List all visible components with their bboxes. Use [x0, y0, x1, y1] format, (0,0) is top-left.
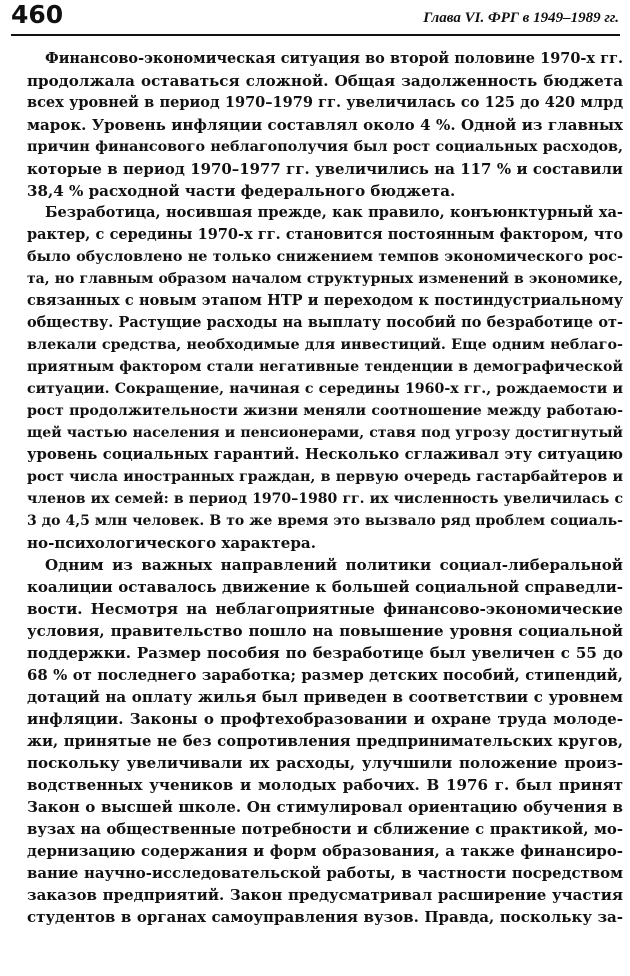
text-line: поскольку увеличивали их расходы, улучшили положение произ-: [27, 754, 623, 772]
text-line: причин финансового неблагополучия был рост социальных расходов,: [27, 139, 623, 155]
text-line: которые в период 1970–1977 гг. увеличились на 117 % и составили: [27, 160, 623, 178]
text-line: членов их семей: в период 1970–1980 гг. их численность увеличилась с: [27, 491, 623, 507]
text-line: вости. Несмотря на неблагоприятные финансово-экономические: [27, 600, 623, 618]
text-line: инфляции. Законы о профтехобразовании и охране труда молоде-: [27, 710, 623, 728]
page-number: 460: [11, 0, 64, 29]
text-line: рактер, с середины 1970-х гг. становится постоянным фактором, что: [27, 226, 623, 243]
body-text: [27, 48, 623, 928]
text-line: продолжала оставаться сложной. Общая задолженность бюджета: [27, 72, 623, 90]
paragraph: [27, 554, 623, 928]
text-line: 38,4 % расходной части федерального бюджета.: [27, 182, 456, 200]
text-line: щей частью населения и пенсионерами, ставя под угрозу достигнутый: [27, 425, 623, 441]
text-line: но-психологического характера.: [27, 534, 316, 552]
text-line: влекали средства, необходимые для инвестиций. Еще одним неблаго-: [27, 337, 623, 353]
text-line: всех уровней в период 1970–1979 гг. увеличилась со 125 до 420 млрд: [27, 94, 623, 111]
text-line: уровень социальных гарантий. Несколько сглаживал эту ситуацию: [27, 446, 623, 463]
text-line: дотаций на оплату жилья был приведен в соответствии с уровнем: [27, 688, 623, 706]
text-line: рост продолжительности жизни меняли соотношение между работаю-: [27, 403, 623, 419]
text-line: поддержки. Размер пособия по безработице был увеличен с 55 до: [27, 644, 623, 662]
text-line: обществу. Растущие расходы на выплату пособий по безработице от-: [27, 314, 623, 331]
paragraph: [27, 202, 623, 554]
text-line: вание научно-исследовательской работы, в частности посредством: [27, 864, 623, 882]
page-header: [11, 0, 620, 36]
text-line: та, но главным образом началом структурных изменений в экономике,: [27, 271, 623, 287]
text-line: приятным фактором стали негативные тенденции в демографической: [27, 359, 623, 375]
running-title: Глава VI. ФРГ в 1949–1989 гг.: [423, 10, 619, 26]
text-line: дернизацию содержания и форм образования, а также финансиро-: [27, 842, 623, 860]
text-line: жи, принятые не без сопротивления предпринимательских кругов,: [27, 732, 623, 750]
text-line: Безработица, носившая прежде, как правило, конъюнктурный ха-: [45, 204, 623, 221]
text-line: условия, правительство пошло на повышение уровня социальной: [27, 622, 623, 640]
text-line: связанных с новым этапом НТР и переходом к постиндустриальному: [27, 292, 623, 309]
text-line: 68 % от последнего заработка; размер детских пособий, стипендий,: [27, 666, 623, 684]
paragraph: [27, 48, 623, 202]
text-line: ситуации. Сокращение, начиная с середины 1960-х гг., рождаемости и: [27, 381, 623, 397]
text-line: коалиции оставалось движение к большей социальной справедли-: [27, 578, 623, 596]
text-line: водственных учеников и молодых рабочих. В 1976 г. был принят: [27, 776, 623, 794]
text-line: марок. Уровень инфляции составлял около 4 %. Одной из главных: [27, 116, 623, 134]
text-line: Закон о высшей школе. Он стимулировал ориентацию обучения в: [27, 798, 623, 816]
text-line: студентов в органах самоуправления вузов. Правда, поскольку за-: [27, 908, 623, 926]
text-line: 3 до 4,5 млн человек. В то же время это вызвало ряд проблем социаль-: [27, 513, 623, 529]
text-line: Финансово-экономическая ситуация во второй половине 1970-х гг.: [45, 50, 623, 67]
text-line: заказов предприятий. Закон предусматривал расширение участия: [27, 886, 623, 904]
text-line: рост числа иностранных граждан, в первую очередь гастарбайтеров и: [27, 469, 623, 485]
text-line: Одним из важных направлений политики социал-либеральной: [45, 556, 623, 574]
text-line: было обусловлено не только снижением темпов экономического рос-: [27, 248, 623, 265]
text-line: вузах на общественные потребности и сближение с практикой, мо-: [27, 820, 623, 838]
